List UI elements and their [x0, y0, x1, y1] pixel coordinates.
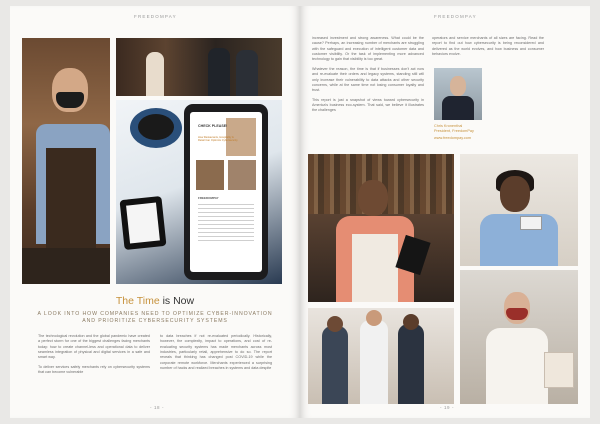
- running-head: FREEDOMPAY: [134, 14, 177, 19]
- author-url-link[interactable]: www.freedompay.com: [434, 136, 472, 140]
- paragraph: operators and service merchants of all sizes are facing. Read the report to find out how cybersecurity is being reconsidered and delivered as the world evolves, and how business and consumer behaviors evolve.: [432, 36, 544, 57]
- body-column-1: [38, 334, 150, 376]
- page-number: - 19 -: [440, 405, 455, 410]
- article-headline: [10, 295, 300, 307]
- photo-business-team: [308, 308, 454, 404]
- page-number: - 18 -: [150, 405, 165, 410]
- author-portrait: [434, 68, 482, 120]
- author-title: President, FreedomPay: [434, 129, 474, 134]
- author-byline: [434, 124, 474, 134]
- headline-accent: The Time: [115, 295, 163, 307]
- report-cover-title: CHECK PLEASE!: [198, 124, 228, 128]
- tablet-screen: [190, 112, 262, 272]
- photo-woman-credit-card: [460, 154, 578, 266]
- photo-shopkeeper-terminal: [308, 154, 454, 302]
- body-column-2: [432, 36, 544, 57]
- left-page: [10, 6, 300, 418]
- report-cover-subtitle: How Restaurants, Hospitality & Retail Can Optimize Cybersecurity: [198, 136, 238, 143]
- photo-tablet-report: [116, 100, 282, 284]
- body-column-2: [160, 334, 272, 372]
- photo-barista-masked: [22, 38, 110, 284]
- running-head: FREEDOMPAY: [434, 14, 477, 19]
- paragraph: to data breaches if not re-evaluated periodically. Historically, however, the complexity, impact to operations, and cost of re-evaluating security systems has made merchants across most industries, particularly retail, apprehensive to do so. The report reveals that thinking has changed post COVID-19 while the corporate remote workforce. Merchants experienced a surprising number of hacks and realized breaches in systems and data despite: [160, 334, 272, 371]
- paragraph: increased investment and strong awareness. What could be the cause? Perhaps, an increasing number of merchants are struggling with the safeguard and execution of intelligent customer data and customer visibility. Or the task of implementing more advanced technology to gain that visibility is too great.: [312, 36, 424, 62]
- right-page: [300, 6, 590, 418]
- paragraph: The technological revolution and the global pandemic have created a perfect storm for one of the biggest challenges facing merchants today: how to create channel-less and operational data to deliver seamless integration of physical and digital services in a safe and smart way.: [38, 334, 150, 360]
- photo-woman-shopping-masked: [460, 270, 578, 404]
- report-cover-brand: FREEDOMPAY: [198, 196, 219, 200]
- author-name: Chris Kronenthal: [434, 124, 463, 128]
- body-column-1: [312, 36, 424, 114]
- photo-shop-staff: [116, 38, 282, 96]
- paragraph: Whatever the reason, the time is that if businesses don't act now and re-evaluate their orders and legacy systems, standing still will only increase their vulnerability to data attacks and other security concerns, while at the same time not losing consumer loyalty and trust.: [312, 66, 424, 93]
- paragraph: This report is just a snapshot of views toward cybersecurity in America's business eco-system. That said, we believe it illustrates the challenges: [312, 97, 424, 113]
- magazine-spread: [10, 6, 590, 418]
- paragraph: To deliver services safely merchants rely on cybersecurity systems that can become vulnerable: [38, 364, 150, 375]
- headline-rest: is Now: [162, 295, 195, 307]
- article-subhead: A LOOK INTO HOW COMPANIES NEED TO OPTIMIZE CYBER-INNOVATION AND PRIORITIZE CYBERSECURITY SYSTEMS: [37, 311, 273, 325]
